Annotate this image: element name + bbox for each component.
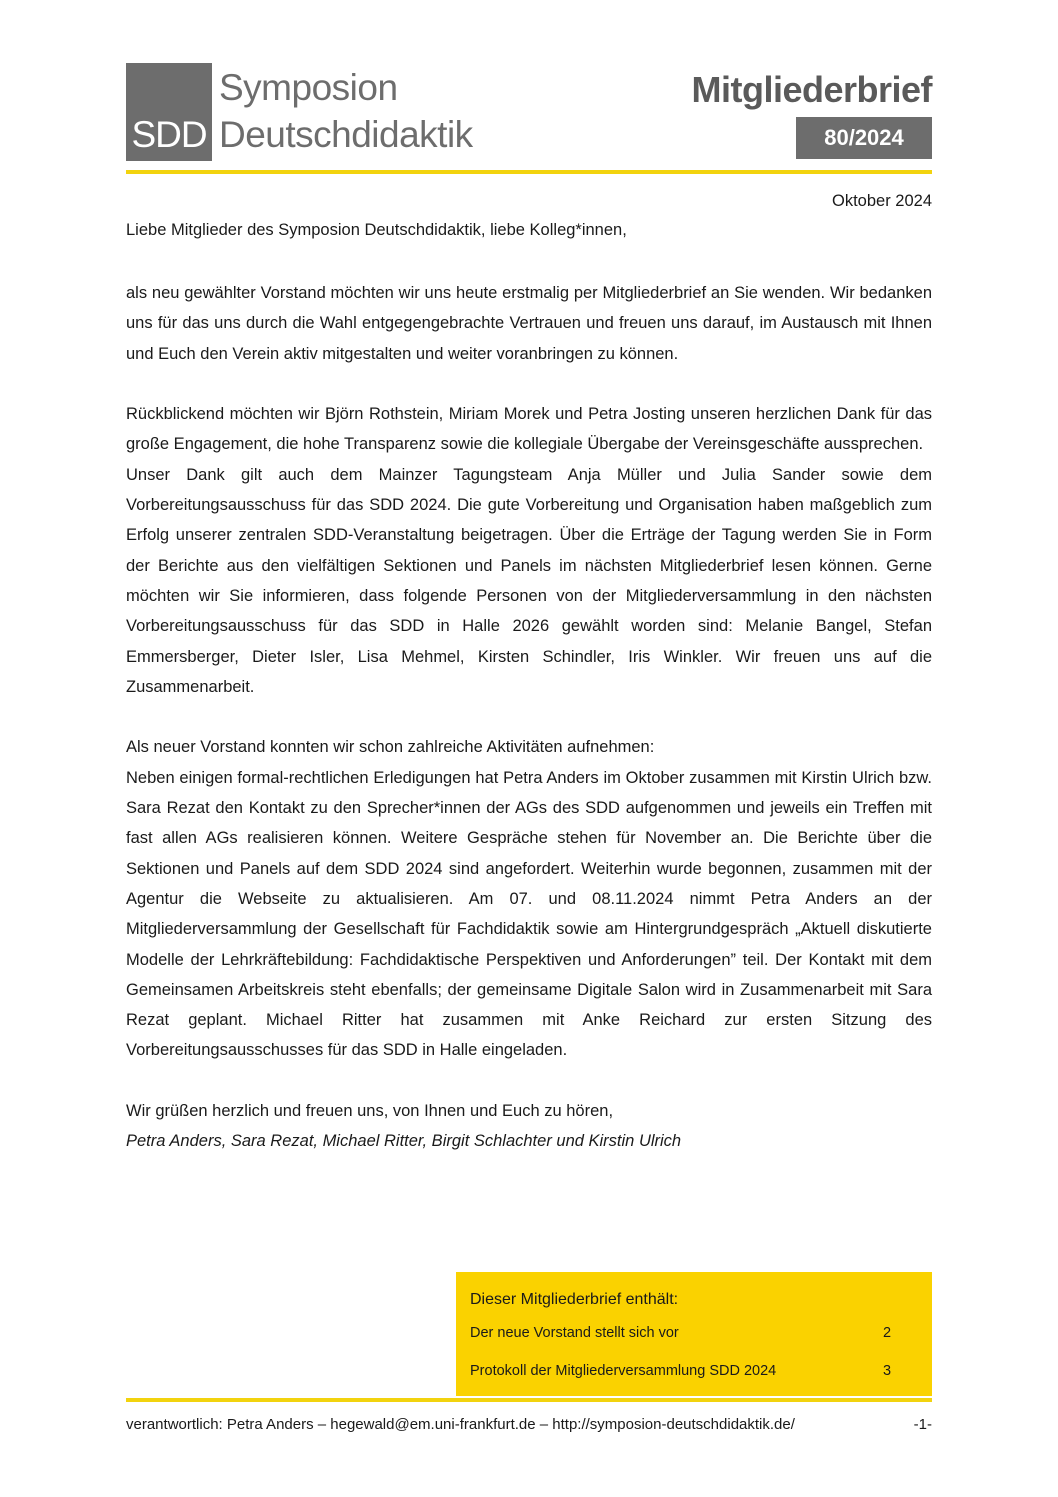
paragraph-activities: Neben einigen formal-rechtlichen Erledigungen hat Petra Anders im Oktober zusammen mit Kirstin Ulrich bzw. Sara Rezat den Kontakt zu den Sprecher*innen der AGs des SDD aufgenommen und jeweils ein Treffen mit fast allen AGs realisieren können. Weitere Gespräche stehen für November an. Die Berichte über die Sektionen und Panels auf dem SDD 2024 sind angefordert. Weiterhin wurde begonnen, zusammen mit der Agentur die Webseite zu aktualisieren. Am 07. und 08.11.2024 nimmt Petra Anders an der Mitgliederversammlung der Gesellschaft für Fachdidaktik sowie am Hintergrundgespräch „Aktuell diskutierte Modelle der Lehrkräftebildung: Fachdidaktische Perspektiven und Anforderungen” teil. Der Kontakt mit dem Gemeinsamen Arbeitskreis steht ebenfalls; der gemeinsame Digitale Salon wird in Zusammenarbeit mit Sara Rezat geplant. Michael Ritter hat zusammen mit Anke Reichard zur ersten Sitzung des Vorbereitungsausschusses für das SDD in Halle eingeladen. xyxy=(126,768,932,1060)
logo-text-deutschdidaktik: Deutschdidaktik xyxy=(219,114,473,155)
salutation: Liebe Mitglieder des Symposion Deutschdidaktik, liebe Kolleg*innen, xyxy=(126,221,627,239)
letter-body xyxy=(126,278,932,1157)
logo-abbreviation: SDD xyxy=(131,114,207,155)
document-title: Mitgliederbrief xyxy=(691,69,932,110)
footer-divider xyxy=(126,1398,932,1402)
logo-text-symposion: Symposion xyxy=(219,67,398,108)
closing-line: Wir grüßen herzlich und freuen uns, von Ihnen und Euch zu hören, xyxy=(126,1102,614,1121)
contents-item-page: 3 xyxy=(883,1363,892,1379)
contents-item-label: Der neue Vorstand stellt sich vor xyxy=(470,1325,679,1341)
paragraph-thanks-previous-board: Rückblickend möchten wir Björn Rothstein, Miriam Morek und Petra Josting unseren herzlichen Dank für das große Engagement, die hohe Transparenz sowie die kollegiale Übergabe der Vereinsgeschäfte aussprechen. xyxy=(126,405,932,454)
contents-item-label: Protokoll der Mitgliederversammlung SDD 2024 xyxy=(470,1363,777,1379)
page-number: -1- xyxy=(913,1416,932,1433)
issue-number-badge: 80/2024 xyxy=(796,117,932,159)
letter-date: Oktober 2024 xyxy=(832,192,932,210)
signatories: Petra Anders, Sara Rezat, Michael Ritter, Birgit Schlachter und Kirstin Ulrich xyxy=(126,1132,682,1151)
paragraph-thanks-conference-team: Unser Dank gilt auch dem Mainzer Tagungsteam Anja Müller und Julia Sander sowie dem Vorbereitungsausschuss für das SDD 2024. Die gute Vorbereitung und Organisation haben maßgeblich zum Erfolg unserer zentralen SDD-Veranstaltung beigetragen. Über die Erträge der Tagung werden Sie in Form der Berichte aus den vielfältigen Sektionen und Panels im nächsten Mitgliederbrief lesen können. Gerne möchten wir Sie informieren, dass folgende Personen von der Mitgliederversammlung in den nächsten Vorbereitungsausschuss für das SDD in Halle 2026 gewählt worden sind: Melanie Bangel, Stefan Emmersberger, Dieter Isler, Lisa Mehmel, Kirsten Schindler, Iris Winkler. Wir freuen uns auf die Zusammenarbeit. xyxy=(126,465,932,696)
footer-responsible: verantwortlich: Petra Anders – hegewald@em.uni-frankfurt.de – http://symposion-deutschdidaktik.de/ xyxy=(126,1416,795,1433)
paragraph-intro: als neu gewählter Vorstand möchten wir uns heute erstmalig per Mitgliederbrief an Sie wenden. Wir bedanken uns für das uns durch die Wahl entgegengebrachte Vertrauen und freuen uns darauf, im Austausch mit Ihnen und Euch den Verein aktiv mitgestalten und weiter voranbringen zu können. xyxy=(126,284,932,363)
paragraph-activities-intro: Als neuer Vorstand konnten wir schon zahlreiche Aktivitäten aufnehmen: xyxy=(126,738,655,757)
contents-heading: Dieser Mitgliederbrief enthält: xyxy=(470,1291,679,1308)
contents-item-page: 2 xyxy=(883,1325,892,1341)
header-divider xyxy=(126,170,932,174)
